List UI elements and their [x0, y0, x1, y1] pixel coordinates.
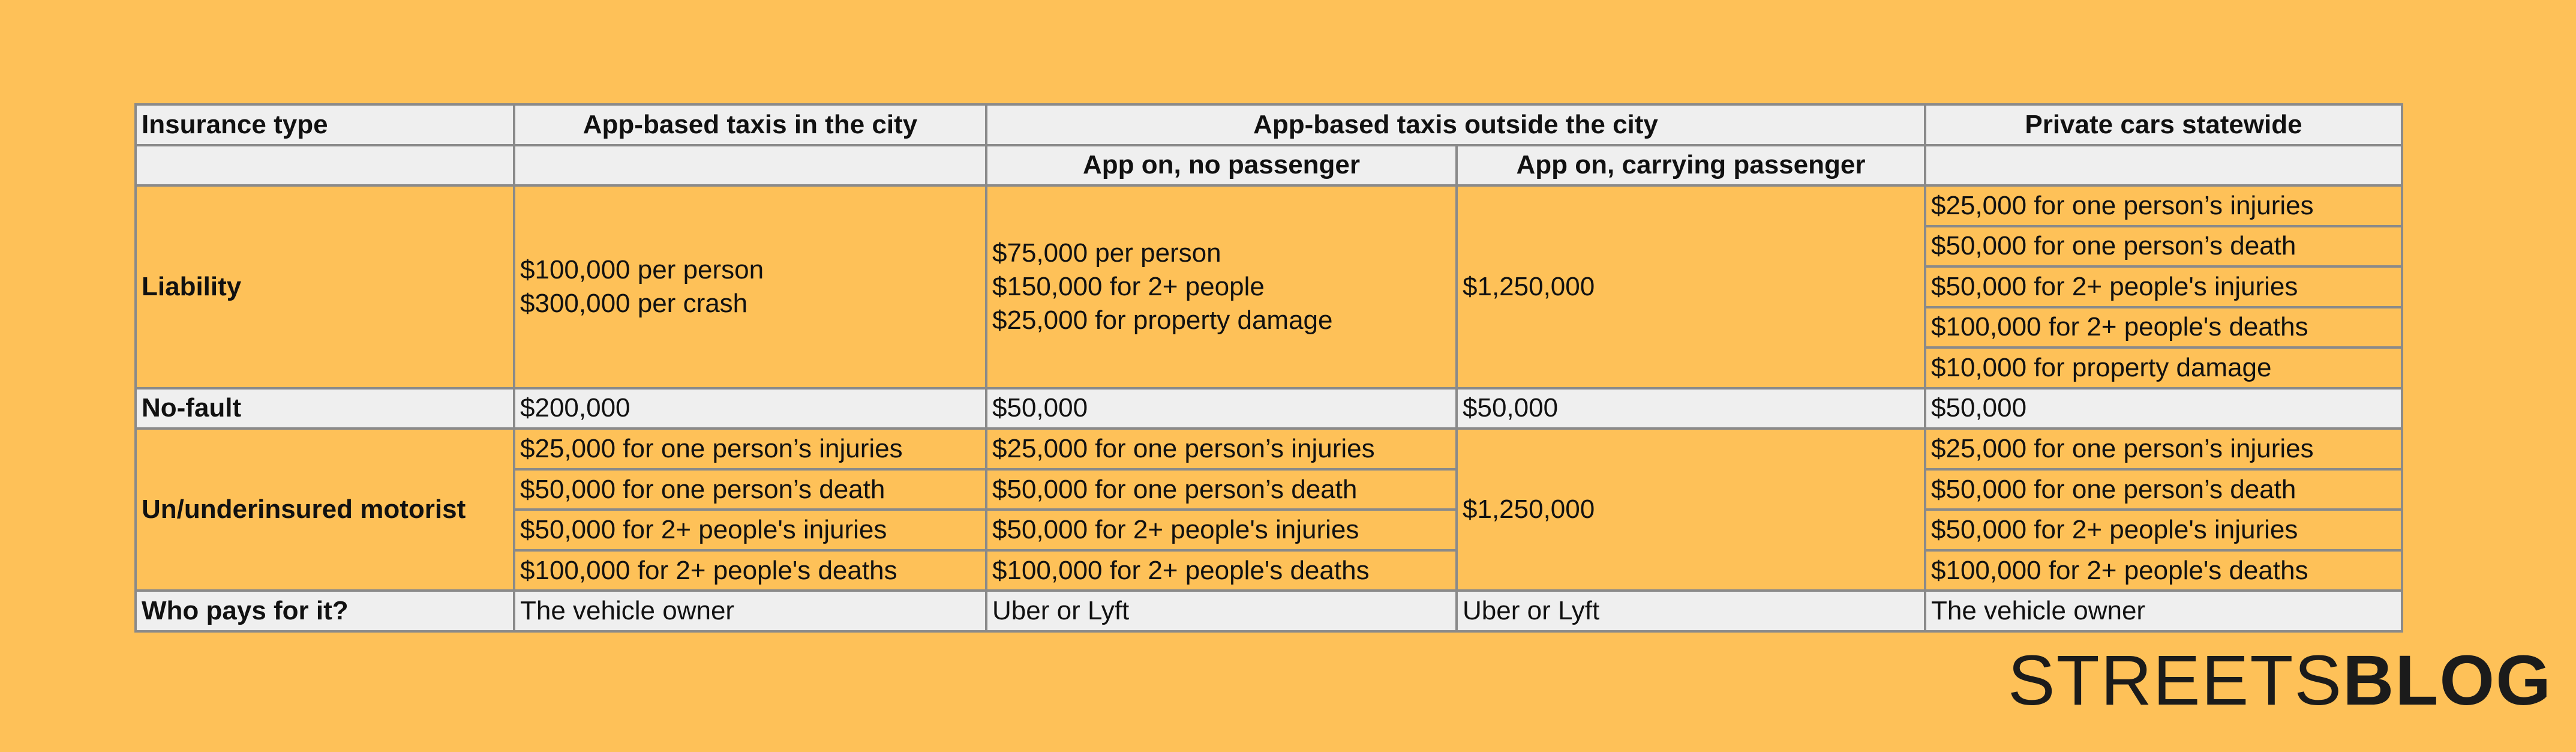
- uninsured-city-line: $50,000 for 2+ people's injuries: [514, 510, 986, 550]
- uninsured-no-passenger-line: $100,000 for 2+ people's deaths: [986, 550, 1457, 591]
- uninsured-label: Un/underinsured motorist: [136, 429, 514, 591]
- no-fault-carrying-passenger: $50,000: [1457, 388, 1925, 429]
- uninsured-city-line: $100,000 for 2+ people's deaths: [514, 550, 986, 591]
- who-pays-no-passenger: Uber or Lyft: [986, 591, 1457, 631]
- liability-city-line: $300,000 per crash: [520, 288, 748, 318]
- liability-city: [514, 185, 986, 388]
- header-city: App-based taxis in the city: [514, 104, 986, 145]
- uninsured-private-line: $50,000 for one person’s death: [1925, 469, 2402, 510]
- no-fault-label: No-fault: [136, 388, 514, 429]
- header-no-passenger: App on, no passenger: [986, 145, 1457, 186]
- liability-row: [136, 185, 2402, 226]
- uninsured-private-line: $25,000 for one person’s injuries: [1925, 429, 2402, 469]
- no-fault-private: $50,000: [1925, 388, 2402, 429]
- liability-private-line: $50,000 for one person’s death: [1925, 226, 2402, 267]
- header-row-2: [136, 145, 2402, 186]
- insurance-comparison-table: [134, 103, 2403, 633]
- logo-thin-text: STREETS: [2007, 641, 2343, 720]
- who-pays-label: Who pays for it?: [136, 591, 514, 631]
- liability-carrying-passenger: $1,250,000: [1457, 185, 1925, 388]
- liability-no-passenger: [986, 185, 1457, 388]
- no-fault-no-passenger: $50,000: [986, 388, 1457, 429]
- header-row-1: [136, 104, 2402, 145]
- header-carrying-passenger: App on, carrying passenger: [1457, 145, 1925, 186]
- liability-private-line: $10,000 for property damage: [1925, 347, 2402, 388]
- uninsured-city-line: $50,000 for one person’s death: [514, 469, 986, 510]
- liability-city-line: $100,000 per person: [520, 254, 764, 284]
- uninsured-private-line: $100,000 for 2+ people's deaths: [1925, 550, 2402, 591]
- uninsured-carrying-passenger: $1,250,000: [1457, 429, 1925, 591]
- liability-private-line: $25,000 for one person’s injuries: [1925, 185, 2402, 226]
- header-private: Private cars statewide: [1925, 104, 2402, 145]
- no-fault-city: $200,000: [514, 388, 986, 429]
- liability-no-passenger-line: $25,000 for property damage: [992, 305, 1333, 335]
- header-outside-city: App-based taxis outside the city: [986, 104, 1925, 145]
- who-pays-carrying-passenger: Uber or Lyft: [1457, 591, 1925, 631]
- liability-label: Liability: [136, 185, 514, 388]
- uninsured-private-line: $50,000 for 2+ people's injuries: [1925, 510, 2402, 550]
- who-pays-private: The vehicle owner: [1925, 591, 2402, 631]
- streetsblog-logo: [2007, 641, 2552, 720]
- liability-private-line: $100,000 for 2+ people's deaths: [1925, 307, 2402, 348]
- liability-private-line: $50,000 for 2+ people's injuries: [1925, 266, 2402, 307]
- uninsured-city-line: $25,000 for one person’s injuries: [514, 429, 986, 469]
- header-insurance-type: Insurance type: [136, 104, 514, 145]
- liability-no-passenger-line: $75,000 per person: [992, 238, 1221, 268]
- logo-bold-text: BLOG: [2343, 641, 2552, 720]
- uninsured-no-passenger-line: $50,000 for 2+ people's injuries: [986, 510, 1457, 550]
- header-empty: [136, 145, 514, 186]
- who-pays-row: [136, 591, 2402, 631]
- uninsured-no-passenger-line: $25,000 for one person’s injuries: [986, 429, 1457, 469]
- uninsured-row: [136, 429, 2402, 469]
- uninsured-no-passenger-line: $50,000 for one person’s death: [986, 469, 1457, 510]
- header-empty: [514, 145, 986, 186]
- header-empty: [1925, 145, 2402, 186]
- who-pays-city: The vehicle owner: [514, 591, 986, 631]
- liability-no-passenger-line: $150,000 for 2+ people: [992, 271, 1265, 301]
- no-fault-row: [136, 388, 2402, 429]
